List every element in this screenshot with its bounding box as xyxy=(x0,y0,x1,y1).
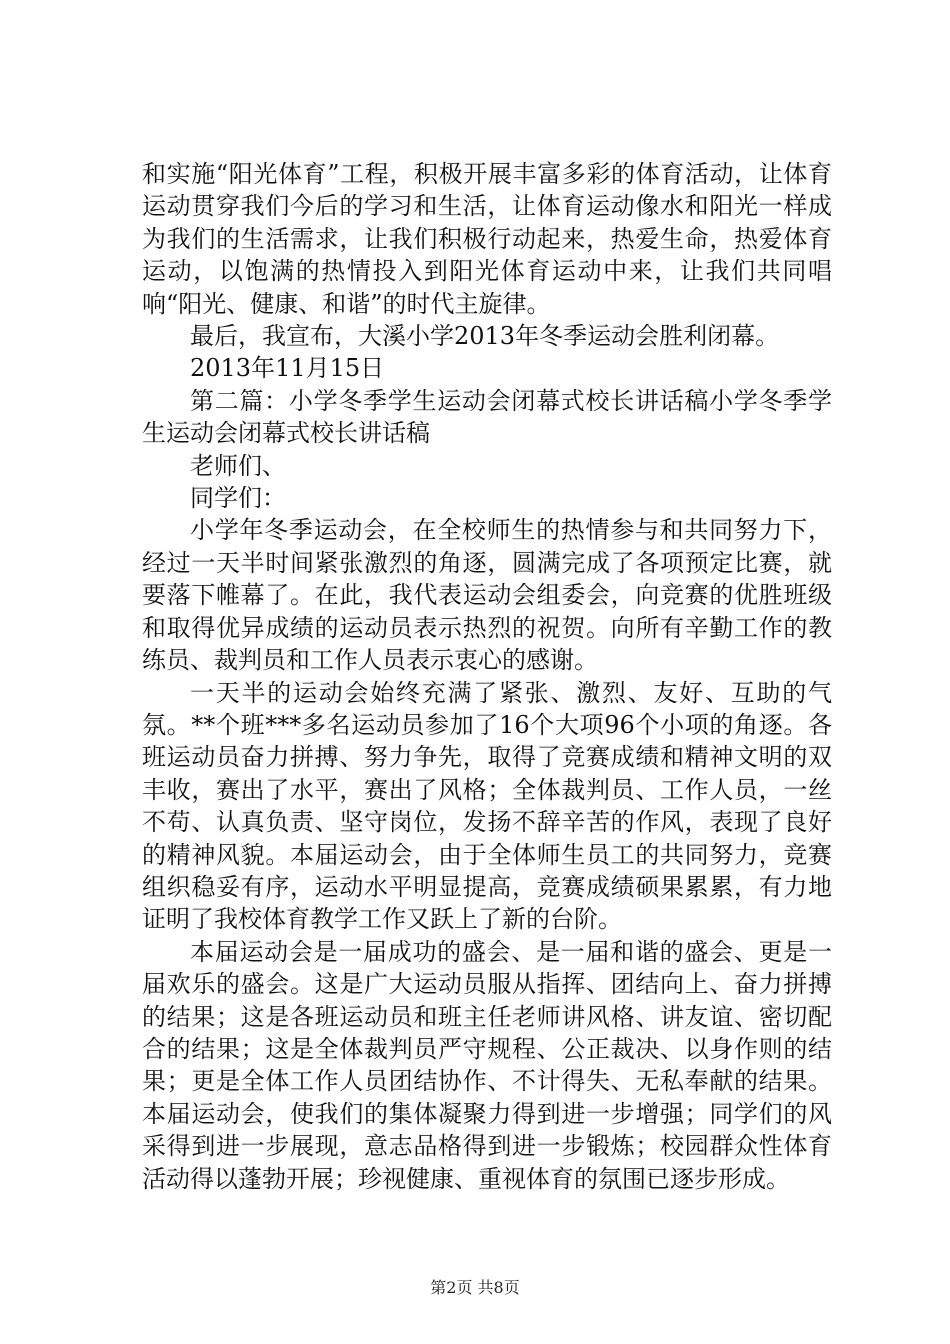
paragraph-body: 小学年冬季运动会，在全校师生的热情参与和共同努力下，经过一天半时间紧张激烈的角逐，圆满完成了各项预定比赛，就要落下帷幕了。在此，我代表运动会组委会，向竞赛的优胜班级和取得优异成绩的运动员表示热烈的祝贺。向所有辛勤工作的教练员、裁判员和工作人员表示衷心的感谢。 xyxy=(142,516,832,675)
document-body xyxy=(142,158,832,1195)
section-heading: 第二篇：小学冬季学生运动会闭幕式校长讲话稿小学冬季学生运动会闭幕式校长讲话稿 xyxy=(142,386,832,448)
paragraph-date: 2013年11月15日 xyxy=(190,354,385,383)
paragraph-body: 一天半的运动会始终充满了紧张、激烈、友好、互助的气氛。**个班***多名运动员参加了16个大项96个小项的角逐。各班运动员奋力拼搏、努力争先，取得了竞赛成绩和精神文明的双丰收，赛出了水平，赛出了风格；全体裁判员、工作人员，一丝不苟、认真负责、坚守岗位，发扬不辞辛苦的作风，表现了良好的精神风貌。本届运动会，由于全体师生员工的共同努力，竞赛组织稳妥有序，运动水平明显提高，竞赛成绩硕果累累，有力地证明了我校体育教学工作又跃上了新的台阶。 xyxy=(142,678,832,934)
paragraph-body: 本届运动会是一届成功的盛会、是一届和谐的盛会、更是一届欢乐的盛会。这是广大运动员服从指挥、团结向上、奋力拼搏的结果；这是各班运动员和班主任老师讲风格、讲友谊、密切配合的结果；这是全体裁判员严守规程、公正裁决、以身作则的结果；更是全体工作人员团结协作、不计得失、无私奉献的结果。本届运动会，使我们的集体凝聚力得到进一步增强；同学们的风采得到进一步展现，意志品格得到进一步锻炼；校园群众性体育活动得以蓬勃开展；珍视健康、重视体育的氛围已逐步形成。 xyxy=(142,937,832,1193)
paragraph-continuation: 和实施“阳光体育”工程，积极开展丰富多彩的体育活动，让体育运动贯穿我们今后的学习和生活，让体育运动像水和阳光一样成为我们的生活需求，让我们积极行动起来，热爱生命，热爱体育运动，以饱满的热情投入到阳光体育运动中来，让我们共同唱响“阳光、健康、和谐”的时代主旋律。 xyxy=(142,160,832,318)
salutation-students: 同学们： xyxy=(190,484,286,513)
salutation-teachers: 老师们、 xyxy=(190,451,286,480)
page-number-footer: 第2页 共8页 xyxy=(430,1278,520,1297)
paragraph-closing-announcement: 最后，我宣布，大溪小学2013年冬季运动会胜利闭幕。 xyxy=(190,322,780,351)
